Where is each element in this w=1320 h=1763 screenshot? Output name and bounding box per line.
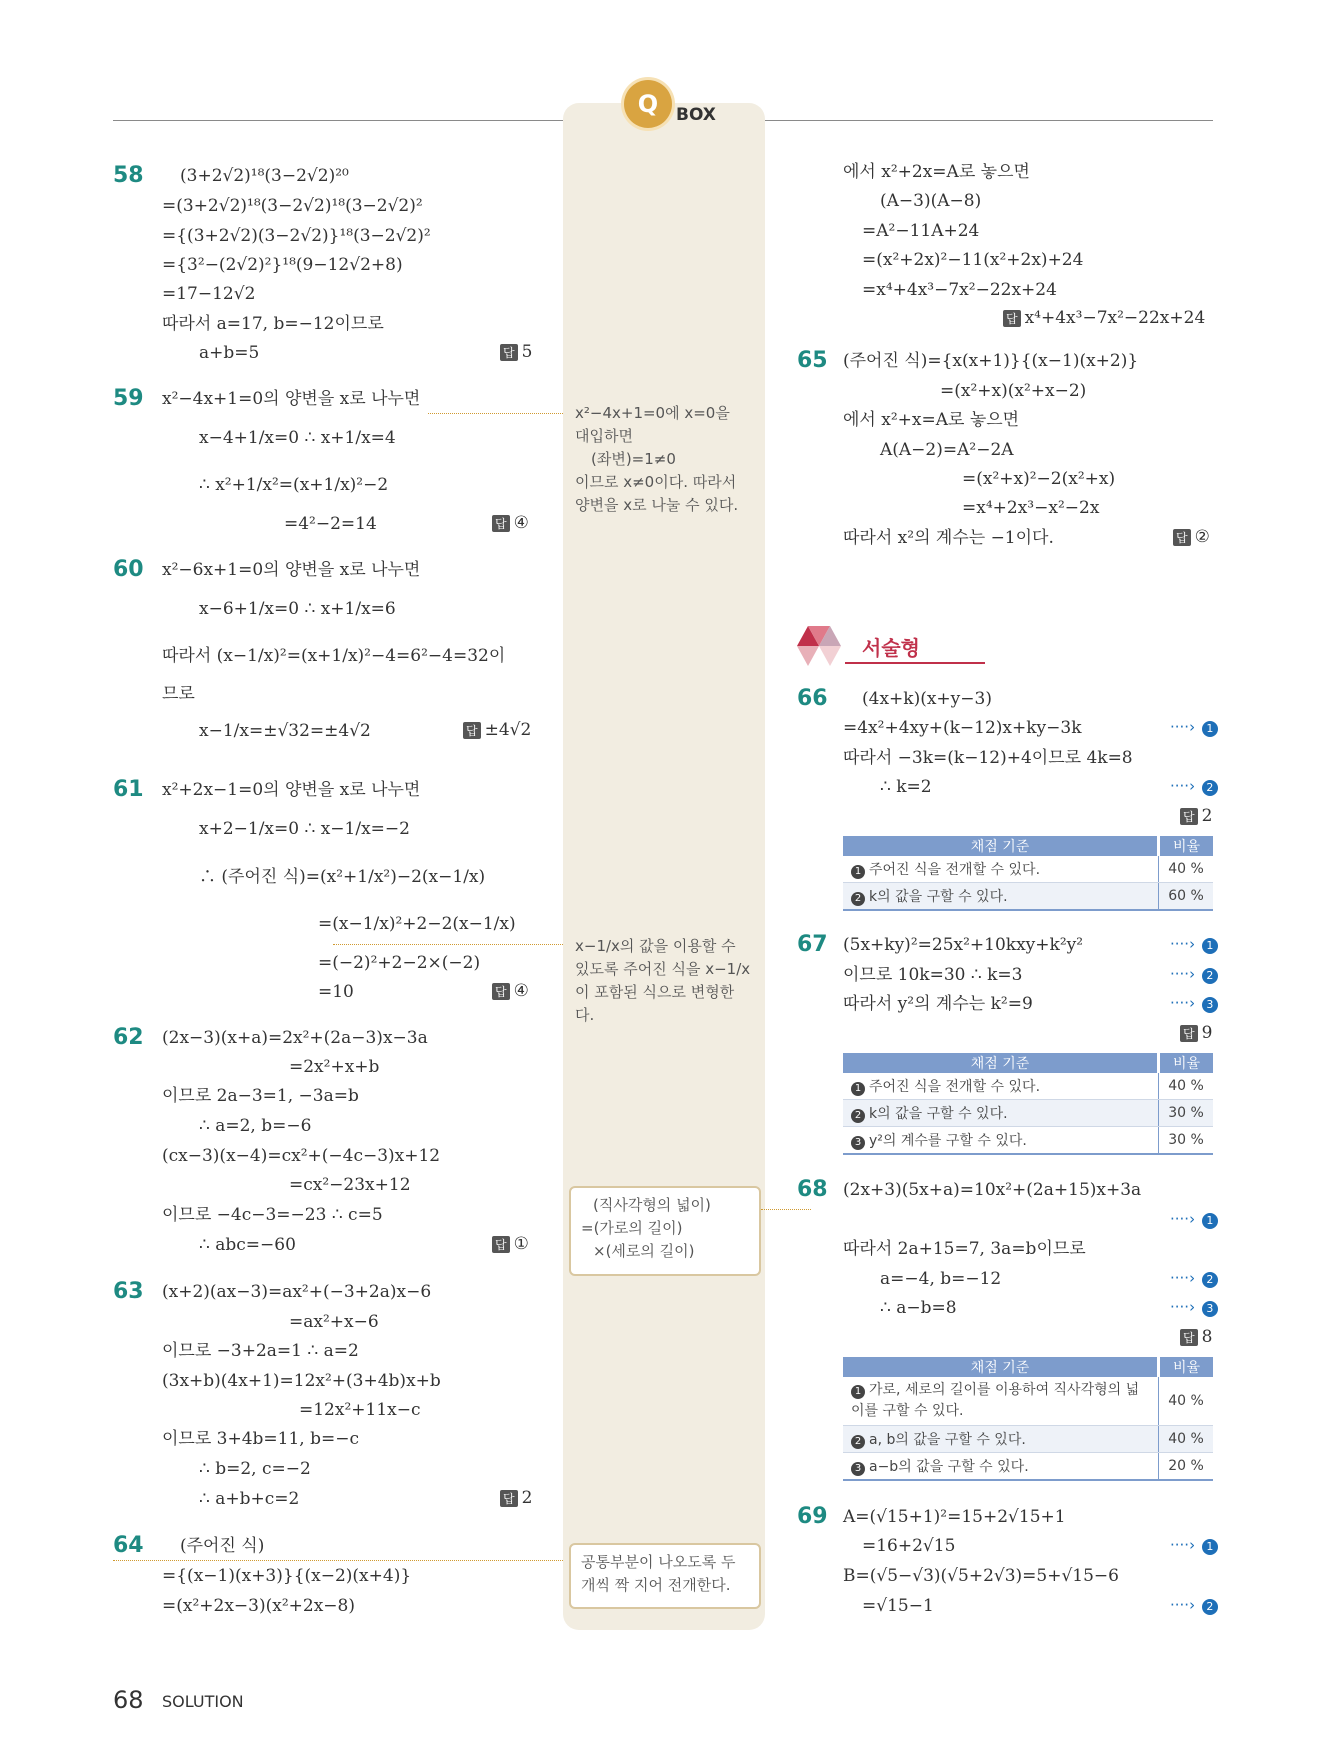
qbox-badge-icon: Q [624, 80, 672, 128]
qbox-column [563, 103, 765, 1630]
table-header: 비율 [1159, 1357, 1214, 1377]
solution-line: =10 [318, 982, 354, 1002]
answer: 답 x⁴+4x³−7x²−22x+24 [1003, 308, 1205, 328]
problem-number: 62 [113, 1025, 144, 1050]
solution-line: =(x²+x)(x²+x−2) [940, 381, 1087, 401]
solution-line: (3x+b)(4x+1)=12x²+(3+4b)x+b [162, 1371, 441, 1391]
solution-line: 이므로 3+4b=11, b=−c [162, 1429, 360, 1449]
answer: 답 2 [1180, 806, 1212, 826]
solution-line: 따라서 x²의 계수는 −1이다. [843, 528, 1054, 548]
solution-line: ={3²−(2√2)²}¹⁸(9−12√2+8) [162, 255, 403, 275]
table-row: 1 가로, 세로의 길이를 이용하여 직사각형의 넓이를 구할 수 있다. 40 % [843, 1377, 1213, 1426]
answer: 답 ① [492, 1234, 529, 1254]
answer-icon: 답 [492, 1236, 510, 1253]
solution-line: 따라서 a=17, b=−12이므로 [162, 314, 384, 334]
qbox-label: BOX [676, 105, 716, 125]
solution-line: ∴ a=2, b=−6 [199, 1116, 312, 1136]
solution-line: 이므로 10k=30 ∴ k=3 [843, 965, 1023, 985]
solution-line: x²−4x+1=0의 양변을 x로 나누면 [162, 389, 421, 409]
solution-line: x²+2x−1=0의 양변을 x로 나누면 [162, 780, 421, 800]
solution-line: =cx²−23x+12 [289, 1175, 411, 1195]
solution-line: ∴ k=2 [880, 777, 932, 797]
solution-line: =16+2√15 [862, 1536, 956, 1556]
problem-number: 58 [113, 163, 144, 188]
solution-line: (주어진 식) [180, 1536, 265, 1556]
solution-line: ∴ b=2, c=−2 [199, 1459, 311, 1479]
scoring-table [843, 1357, 1213, 1481]
step-marker: ····› 1 [1170, 935, 1218, 954]
answer: 답 5 [500, 342, 532, 362]
note-leader [428, 413, 563, 414]
solution-line: (2x+3)(5x+a)=10x²+(2a+15)x+3a [843, 1180, 1142, 1200]
solution-line: (cx−3)(x−4)=cx²+(−4c−3)x+12 [162, 1146, 441, 1166]
qbox-note-box: (직사각형의 넓이) =(가로의 길이) ×(세로의 길이) [569, 1186, 761, 1276]
solution-line: (5x+ky)²=25x²+10kxy+k²y² [843, 935, 1084, 955]
step-marker: ····› 2 [1170, 1269, 1218, 1288]
solution-line: (2x−3)(x+a)=2x²+(2a−3)x−3a [162, 1028, 428, 1048]
table-row: 1 주어진 식을 전개할 수 있다. 40 % [843, 856, 1213, 883]
solution-line: =x⁴+4x³−7x²−22x+24 [862, 280, 1057, 300]
step-marker: ····› 2 [1170, 777, 1218, 796]
answer-icon: 답 [1180, 1329, 1198, 1346]
solution-line: ∴ abc=−60 [199, 1235, 296, 1255]
note-leader [333, 944, 563, 945]
table-row: 2 k의 값을 구할 수 있다. 60 % [843, 883, 1213, 911]
solution-line: (3+2√2)¹⁸(3−2√2)²⁰ [180, 166, 349, 186]
solution-line: =(3+2√2)¹⁸(3−2√2)¹⁸(3−2√2)² [162, 196, 423, 216]
answer-icon: 답 [1180, 1025, 1198, 1042]
solution-line: x−6+1/x=0 ∴ x+1/x=6 [199, 599, 396, 619]
answer: 답 9 [1180, 1023, 1212, 1043]
solution-line: (A−3)(A−8) [880, 191, 982, 211]
solution-line: 이므로 −3+2a=1 ∴ a=2 [162, 1341, 359, 1361]
problem-number: 59 [113, 386, 144, 411]
solution-line: ∴ (주어진 식)=(x²+1/x²)−2(x−1/x) [199, 867, 486, 887]
step-marker: ····› 1 [1170, 1210, 1218, 1229]
qbox-note-box: 공통부분이 나오도록 두 개씩 짝 지어 전개한다. [569, 1543, 761, 1609]
step-marker: ····› 2 [1170, 965, 1218, 984]
solution-line: =2x²+x+b [289, 1057, 380, 1077]
answer-icon: 답 [1003, 310, 1021, 327]
solution-line: x−4+1/x=0 ∴ x+1/x=4 [199, 428, 396, 448]
problem-number: 63 [113, 1279, 144, 1304]
solution-line: x²−6x+1=0의 양변을 x로 나누면 [162, 560, 421, 580]
solution-line: 이므로 2a−3=1, −3a=b [162, 1086, 359, 1106]
solution-line: 따라서 (x−1/x)²=(x+1/x)²−4=6²−4=32이 [162, 646, 506, 666]
problem-number: 60 [113, 557, 144, 582]
solution-line: =(x−1/x)²+2−2(x−1/x) [318, 914, 516, 934]
table-row: 3 y²의 계수를 구할 수 있다. 30 % [843, 1127, 1213, 1155]
solution-line: 따라서 −3k=(k−12)+4이므로 4k=8 [843, 748, 1133, 768]
solution-line: ={(x−1)(x+3)}{(x−2)(x+4)} [162, 1566, 412, 1586]
problem-number: 65 [797, 348, 828, 373]
answer: 답 ④ [492, 981, 529, 1001]
section-icon [797, 626, 841, 666]
solution-line: =(−2)²+2−2×(−2) [318, 953, 481, 973]
section-underline [845, 662, 985, 664]
solution-line: ={(3+2√2)(3−2√2)}¹⁸(3−2√2)² [162, 226, 431, 246]
step-marker: ····› 1 [1170, 718, 1218, 737]
answer-icon: 답 [1180, 808, 1198, 825]
answer-icon: 답 [492, 515, 510, 532]
table-header: 비율 [1159, 836, 1214, 856]
scoring-table [843, 1053, 1213, 1155]
table-header: 채점 기준 [843, 1357, 1159, 1377]
solution-line: (주어진 식)={x(x+1)}{(x−1)(x+2)} [843, 351, 1139, 371]
solution-line: =4x²+4xy+(k−12)x+ky−3k [843, 718, 1082, 738]
solution-line: 따라서 2a+15=7, 3a=b이므로 [843, 1239, 1086, 1259]
step-marker: ····› 3 [1170, 994, 1218, 1013]
qbox-note: x²−4x+1=0에 x=0을 대입하면 (좌변)=1≠0 이므로 x≠0이다. 따라서 양변을 x로 나눌 수 있다. [575, 404, 739, 514]
solution-line: =x⁴+2x³−x²−2x [962, 498, 1100, 518]
solution-line: x−1/x=±√32=±4√2 [199, 721, 371, 741]
step-marker: ····› 1 [1170, 1536, 1218, 1555]
answer: 답 ② [1173, 527, 1210, 547]
solution-line: a+b=5 [199, 343, 260, 363]
solution-line: A=(√15+1)²=15+2√15+1 [843, 1507, 1066, 1527]
solution-line: =4²−2=14 [284, 514, 377, 534]
problem-number: 67 [797, 932, 828, 957]
note-leader [113, 1560, 563, 1561]
step-marker: ····› 2 [1170, 1596, 1218, 1615]
qbox-note: x−1/x의 값을 이용할 수 있도록 주어진 식을 x−1/x 이 포함된 식으로 변형한 다. [575, 937, 751, 1024]
table-header: 채점 기준 [843, 1053, 1159, 1073]
solution-line: a=−4, b=−12 [880, 1269, 1002, 1289]
solution-line: =12x²+11x−c [299, 1400, 421, 1420]
footer-label: SOLUTION [162, 1692, 244, 1711]
scoring-table [843, 836, 1213, 911]
solution-line: ∴ a+b+c=2 [199, 1489, 300, 1509]
solution-line: =ax²+x−6 [289, 1312, 379, 1332]
solution-line: (4x+k)(x+y−3) [862, 689, 992, 709]
table-row: 2 k의 값을 구할 수 있다. 30 % [843, 1100, 1213, 1127]
solution-line: =√15−1 [862, 1596, 934, 1616]
solution-line: (x+2)(ax−3)=ax²+(−3+2a)x−6 [162, 1282, 432, 1302]
solution-line: 에서 x²+x=A로 놓으면 [843, 410, 1020, 430]
solution-line: x+2−1/x=0 ∴ x−1/x=−2 [199, 819, 410, 839]
problem-number: 64 [113, 1533, 144, 1558]
solution-line: ∴ x²+1/x²=(x+1/x)²−2 [199, 475, 389, 495]
solution-line: =(x²+x)²−2(x²+x) [962, 469, 1116, 489]
solution-line: =(x²+2x)²−11(x²+2x)+24 [862, 250, 1084, 270]
solution-line: =17−12√2 [162, 284, 256, 304]
answer-icon: 답 [492, 983, 510, 1000]
solution-line: 에서 x²+2x=A로 놓으면 [843, 162, 1030, 182]
table-row: 1 주어진 식을 전개할 수 있다. 40 % [843, 1073, 1213, 1100]
solution-line: B=(√5−√3)(√5+2√3)=5+√15−6 [843, 1566, 1119, 1586]
answer: 답 ±4√2 [463, 720, 531, 740]
answer-icon: 답 [500, 344, 518, 361]
note-leader [761, 1209, 811, 1210]
solution-line: ∴ a−b=8 [880, 1298, 957, 1318]
solution-line: 이므로 −4c−3=−23 ∴ c=5 [162, 1205, 383, 1225]
solution-line: 므로 [162, 684, 195, 704]
step-marker: ····› 3 [1170, 1298, 1218, 1317]
answer-icon: 답 [1173, 529, 1191, 546]
answer-icon: 답 [463, 722, 481, 739]
solution-line: =A²−11A+24 [862, 221, 980, 241]
problem-number: 68 [797, 1177, 828, 1202]
solution-line: =(x²+2x−3)(x²+2x−8) [162, 1596, 355, 1616]
table-row: 2 a, b의 값을 구할 수 있다. 40 % [843, 1426, 1213, 1453]
problem-number: 69 [797, 1504, 828, 1529]
table-header: 채점 기준 [843, 836, 1159, 856]
answer: 답 2 [500, 1488, 532, 1508]
page-number: 68 [113, 1686, 144, 1714]
answer: 답 8 [1180, 1327, 1212, 1347]
table-header: 비율 [1159, 1053, 1214, 1073]
table-row: 3 a−b의 값을 구할 수 있다. 20 % [843, 1453, 1213, 1481]
answer: 답 ④ [492, 513, 529, 533]
answer-icon: 답 [500, 1490, 518, 1507]
problem-number: 61 [113, 777, 144, 802]
problem-number: 66 [797, 686, 828, 711]
section-title: 서술형 [862, 636, 920, 660]
solution-line: 따라서 y²의 계수는 k²=9 [843, 994, 1033, 1014]
solution-line: A(A−2)=A²−2A [880, 440, 1014, 460]
